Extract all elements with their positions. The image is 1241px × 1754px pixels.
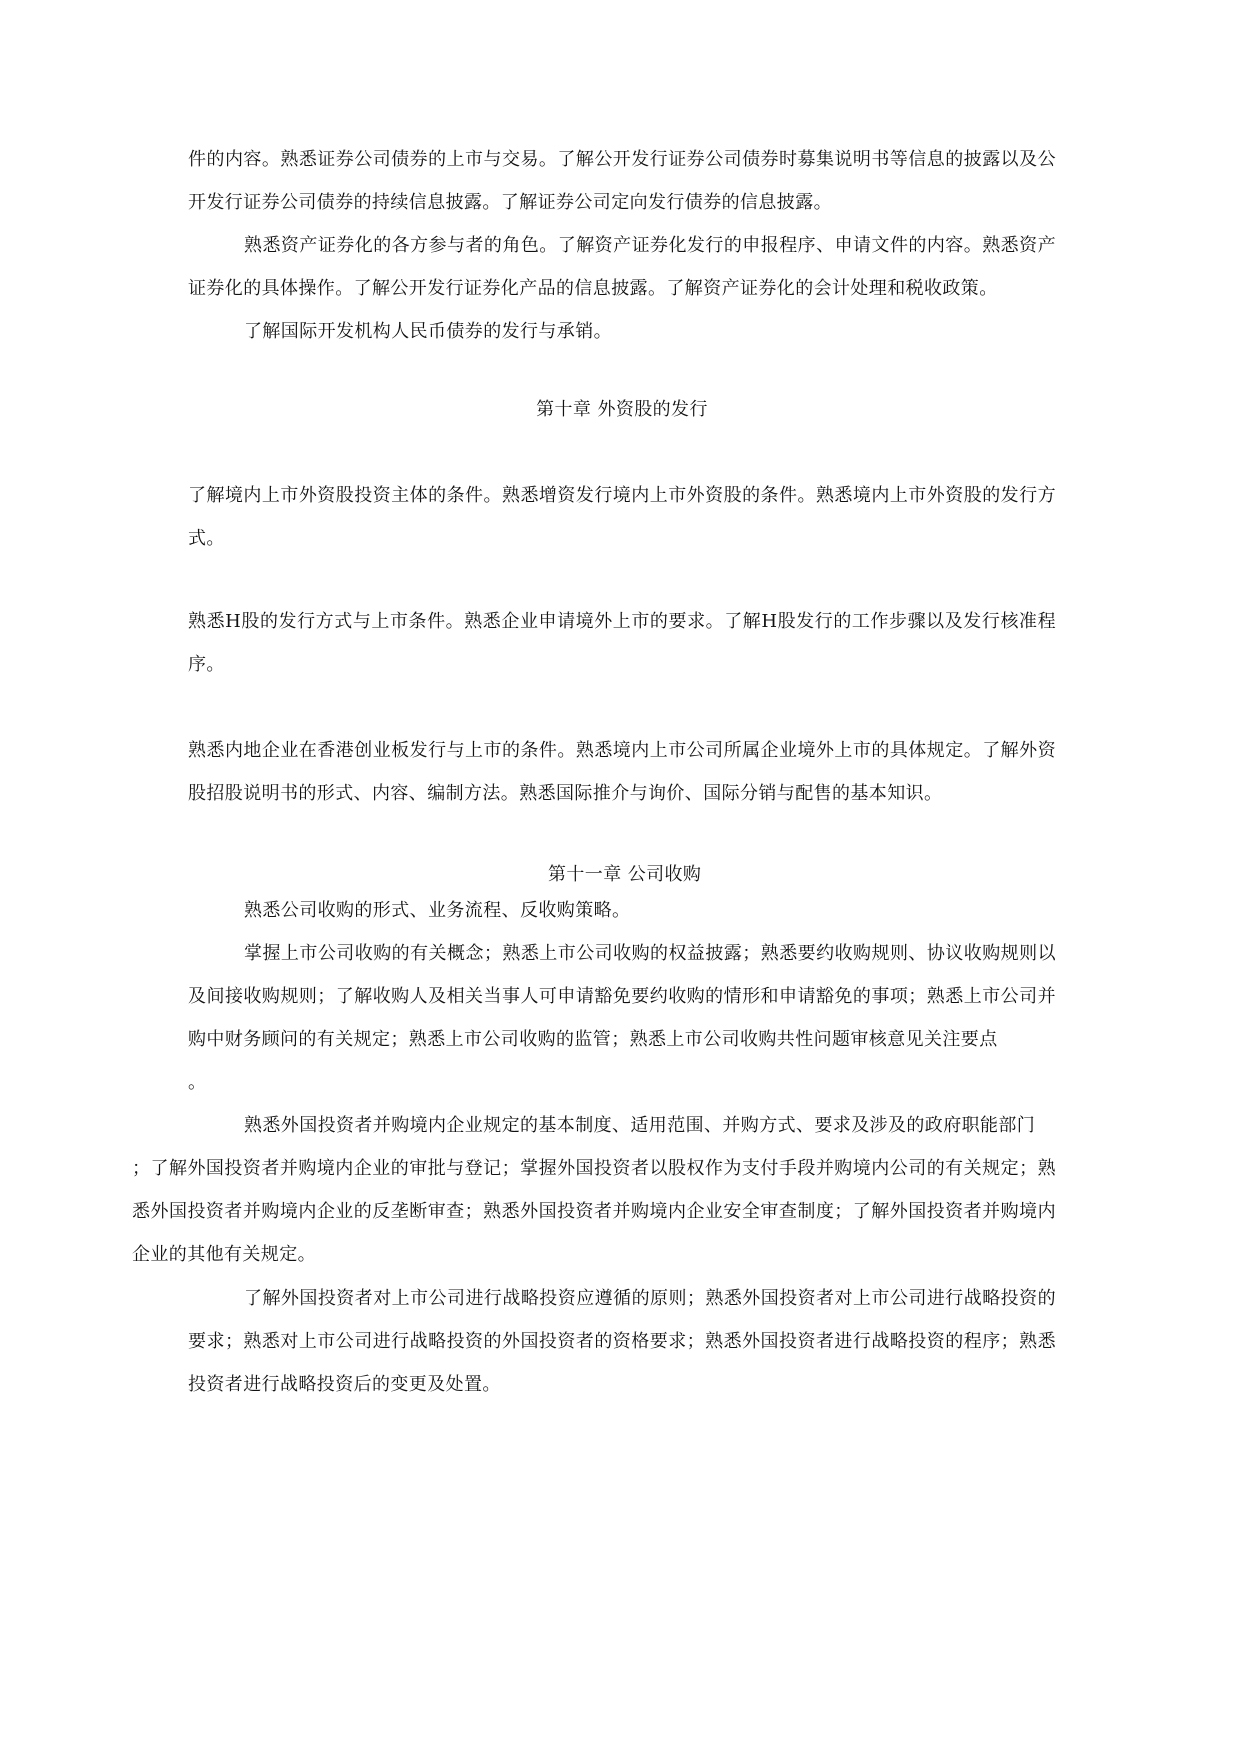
paragraph-foreign-investor-mna-line1: 熟悉外国投资者并购境内企业规定的基本制度、适用范围、并购方式、要求及涉及的政府职能部门 (244, 1115, 1036, 1136)
paragraph-strategic-investment: 了解外国投资者对上市公司进行战略投资应遵循的原则；熟悉外国投资者对上市公司进行战略投资的要求；熟悉对上市公司进行战略投资的外国投资者的资格要求；熟悉外国投资者进行战略投资的程序；熟悉投资者进行战略投资后的变更及处置。 (188, 1288, 1056, 1395)
paragraph-listed-company-acquisition (188, 932, 1056, 1104)
paragraph-foreign-investor-mna (132, 1104, 1056, 1276)
paragraph-asset-securitization: 熟悉资产证券化的各方参与者的角色。了解资产证券化发行的申报程序、申请文件的内容。熟悉资产证券化的具体操作。了解公开发行证券化产品的信息披露。了解资产证券化的会计处理和税收政策。 (188, 235, 1056, 299)
paragraph-hong-kong-gem: 熟悉内地企业在香港创业板发行与上市的条件。熟悉境内上市公司所属企业境外上市的具体规定。了解外资股招股说明书的形式、内容、编制方法。熟悉国际推介与询价、国际分销与配售的基本知识。 (188, 740, 1056, 804)
chapter-10-heading: 第十章 外资股的发行 (536, 399, 708, 420)
paragraph-international-development-bonds: 了解国际开发机构人民币债券的发行与承销。 (244, 321, 612, 342)
paragraph-listed-company-acquisition-text: 掌握上市公司收购的有关概念；熟悉上市公司收购的权益披露；熟悉要约收购规则、协议收购规则以及间接收购规则；了解收购人及相关当事人可申请豁免要约收购的情形和申请豁免的事项；熟悉上市公司并购中财务顾问的有关规定；熟悉上市公司收购的监管；熟悉上市公司收购共性问题审核意见关注要点 (188, 943, 1056, 1050)
paragraph-listed-company-acquisition-tail: 。 (188, 1072, 207, 1093)
paragraph-domestic-foreign-shares: 了解境内上市外资股投资主体的条件。熟悉增资发行境内上市外资股的条件。熟悉境内上市外资股的发行方式。 (188, 485, 1056, 549)
paragraph-securities-bond-disclosure: 件的内容。熟悉证券公司债券的上市与交易。了解公开发行证券公司债券时募集说明书等信息的披露以及公开发行证券公司债券的持续信息披露。了解证券公司定向发行债券的信息披露。 (188, 149, 1056, 213)
paragraph-foreign-investor-mna-rest: ；了解外国投资者并购境内企业的审批与登记；掌握外国投资者以股权作为支付手段并购境内公司的有关规定；熟悉外国投资者并购境内企业的反垄断审查；熟悉外国投资者并购境内企业安全审查制度；了解外国投资者并购境内企业的其他有关规定。 (132, 1158, 1056, 1265)
paragraph-acquisition-forms: 熟悉公司收购的形式、业务流程、反收购策略。 (244, 900, 631, 921)
chapter-11-heading: 第十一章 公司收购 (548, 864, 702, 885)
paragraph-h-shares: 熟悉H股的发行方式与上市条件。熟悉企业申请境外上市的要求。了解H股发行的工作步骤以及发行核准程序。 (188, 611, 1056, 675)
